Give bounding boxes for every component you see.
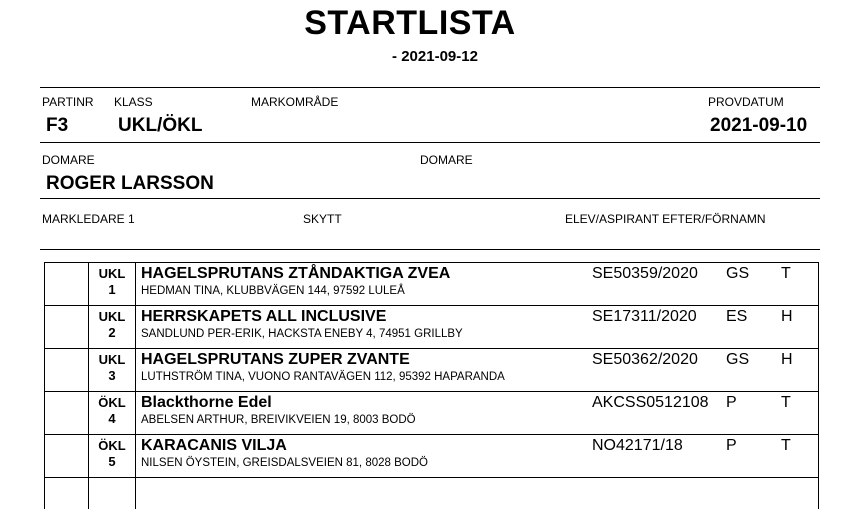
- blank-cell: [45, 435, 89, 478]
- entry-cell: [136, 306, 819, 349]
- owner-address: ABELSEN ARTHUR, BREIVIKVEIEN 19, 8003 BODÖ: [141, 414, 416, 426]
- elev-label: ELEV/ASPIRANT EFTER/FÖRNAMN: [565, 212, 765, 226]
- reg-number: SE50359/2020: [592, 265, 698, 283]
- reg-number: SE50362/2020: [592, 351, 698, 369]
- reg-number: NO42171/18: [592, 437, 683, 455]
- table-row: [45, 306, 819, 349]
- table-row: [45, 263, 819, 306]
- reg-number: AKCSS0512108: [592, 394, 709, 412]
- dog-name: KARACANIS VILJA: [141, 437, 287, 455]
- breed-code: ES: [726, 308, 747, 326]
- startlist-table: [44, 262, 819, 509]
- breed-code: P: [726, 437, 737, 455]
- divider: [40, 198, 820, 199]
- entry-cell: [136, 349, 819, 392]
- provdatum-label: PROVDATUM: [708, 95, 784, 109]
- sex-code: T: [781, 265, 791, 283]
- domare1-label: DOMARE: [42, 153, 95, 167]
- markomrade-label: MARKOMRÅDE: [251, 95, 338, 109]
- entry-class: ÖKL: [89, 395, 135, 411]
- blank-cell: [45, 392, 89, 435]
- klass-label: KLASS: [114, 95, 153, 109]
- partinr-label: PARTINR: [42, 95, 94, 109]
- entry-cell: [136, 392, 819, 435]
- blank-cell: [136, 478, 819, 509]
- divider: [40, 87, 820, 88]
- partinr-value: F3: [46, 115, 68, 137]
- divider: [40, 142, 820, 143]
- reg-number: SE17311/2020: [592, 308, 697, 326]
- class-number-cell: [89, 349, 136, 392]
- domare2-label: DOMARE: [420, 153, 473, 167]
- breed-code: GS: [726, 265, 749, 283]
- owner-address: NILSEN ÖYSTEIN, GREISDALSVEIEN 81, 8028 BODÖ: [141, 457, 428, 469]
- page-title: STARTLISTA: [0, 4, 820, 43]
- entry-class: ÖKL: [89, 438, 135, 454]
- owner-address: HEDMAN TINA, KLUBBVÄGEN 144, 97592 LULEÅ: [141, 285, 405, 297]
- sex-code: T: [781, 437, 791, 455]
- blank-cell: [89, 478, 136, 509]
- table-row: [45, 435, 819, 478]
- divider: [40, 249, 820, 250]
- blank-cell: [45, 263, 89, 306]
- entry-cell: [136, 263, 819, 306]
- sex-code: H: [781, 308, 793, 326]
- breed-code: GS: [726, 351, 749, 369]
- entry-class: UKL: [89, 266, 135, 282]
- blank-cell: [45, 306, 89, 349]
- blank-cell: [45, 349, 89, 392]
- dog-name: HAGELSPRUTANS ZTÅNDAKTIGA ZVEA: [141, 265, 450, 283]
- entry-number: 2: [89, 325, 135, 341]
- class-number-cell: [89, 435, 136, 478]
- sex-code: H: [781, 351, 793, 369]
- owner-address: LUTHSTRÖM TINA, VUONO RANTAVÄGEN 112, 95392 HAPARANDA: [141, 371, 505, 383]
- dog-name: HAGELSPRUTANS ZUPER ZVANTE: [141, 351, 410, 369]
- blank-cell: [45, 478, 89, 509]
- domare1-value: ROGER LARSSON: [46, 173, 214, 195]
- entry-number: 4: [89, 411, 135, 427]
- table-row-empty: [45, 478, 819, 509]
- table-row: [45, 349, 819, 392]
- breed-code: P: [726, 394, 737, 412]
- entry-number: 5: [89, 454, 135, 470]
- entry-number: 3: [89, 368, 135, 384]
- dog-name: HERRSKAPETS ALL INCLUSIVE: [141, 308, 386, 326]
- owner-address: SANDLUND PER-ERIK, HACKSTA ENEBY 4, 74951 GRILLBY: [141, 328, 463, 340]
- class-number-cell: [89, 392, 136, 435]
- class-number-cell: [89, 306, 136, 349]
- date-range: - 2021-09-12: [0, 48, 852, 65]
- class-number-cell: [89, 263, 136, 306]
- entry-number: 1: [89, 282, 135, 298]
- entry-cell: [136, 435, 819, 478]
- sex-code: T: [781, 394, 791, 412]
- entry-class: UKL: [89, 352, 135, 368]
- markledare-label: MARKLEDARE 1: [42, 212, 135, 226]
- table-row: [45, 392, 819, 435]
- klass-value: UKL/ÖKL: [118, 115, 202, 137]
- dog-name: Blackthorne Edel: [141, 394, 272, 412]
- entry-class: UKL: [89, 309, 135, 325]
- skytt-label: SKYTT: [303, 212, 342, 226]
- provdatum-value: 2021-09-10: [710, 115, 807, 137]
